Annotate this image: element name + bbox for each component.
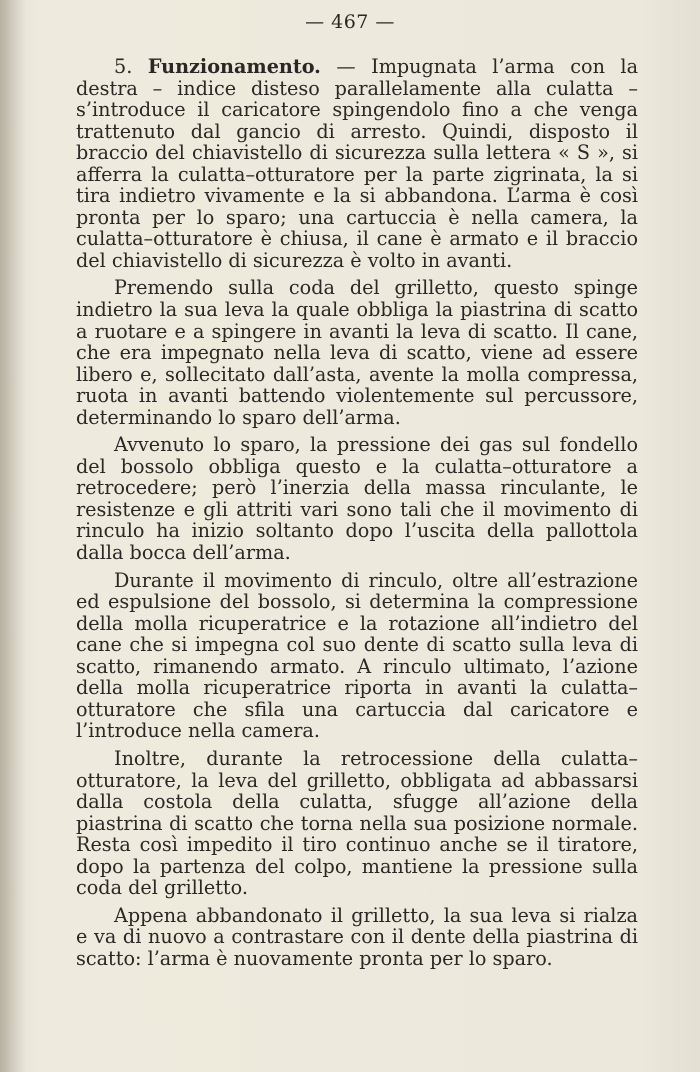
paragraph-3: Avvenuto lo sparo, la pressione dei gas sul fondello del bossolo obbliga questo e la culatta–otturatore a retrocedere; però l’inerzia della massa rinculante, le resistenze e gli attriti vari sono tali che il movimento di rinculo ha inizio soltanto dopo l’uscita della pallottola dalla bocca dell’arma. [76,433,638,565]
section-title: Funzionamento. [147,55,321,78]
section-number: 5. [114,55,133,78]
section-dash: — [336,55,356,78]
section-paragraph [76,56,638,271]
paragraph-2: Premendo sulla coda del grilletto, questo spinge indietro la sua leva la quale obbliga la piastrina di scatto a ruotare e a spingere in avanti la leva di scatto. Il cane, che era impegnato nella leva di scatto, viene ad essere libero e, sollecitato dall’asta, avente la molla compressa, ruota in avanti battendo violentemente sul percussore, determinando lo sparo dell’arma. [76,276,638,429]
paragraph-5: Inoltre, durante la retrocessione della culatta–otturatore, la leva del grilletto, obbligata ad abbassarsi dalla costola della culatta, sfugge all’azione della piastrina di scatto che torna nella sua posizione normale. Resta così impedito il tiro continuo anche se il tiratore, dopo la partenza del colpo, mantiene la pressione sulla coda del grilletto. [76,746,638,900]
page-gutter-shadow [0,0,26,1072]
page-number: — 467 — [305,11,395,33]
section-intro-text: Impugnata l’arma con la destra – indice disteso parallelamente alla culatta – s’introduce il caricatore spingendolo fino a che venga trattenuto dal gancio di arresto. Quindi, disposto il braccio del chiavistello di sicurezza sulla lettera « S », si afferra la culatta–otturatore per la parte zigrinata, la si tira indietro vivamente e la si abbandona. L’arma è così pronta per lo sparo; una cartuccia è nella camera, la culatta–otturatore è chiusa, il cane è armato e il braccio del chiavistello di sicurezza è volto in avanti. [76,55,639,272]
page-body [76,56,638,969]
paragraph-6: Appena abbandonato il grilletto, la sua leva si rialza e va di nuovo a contrastare con il dente della piastrina di scatto: l’arma è nuovamente pronta per lo sparo. [76,903,638,970]
paragraph-4: Durante il movimento di rinculo, oltre all’estrazione ed espulsione del bossolo, si determina la compressione della molla ricuperatrice e la rotazione all’indietro del cane che si impegna col suo dente di scatto sulla leva di scatto, rimanendo armato. A rinculo ultimato, l’azione della molla ricuperatrice riporta in avanti la culatta–otturatore che sfila una cartuccia dal caricatore e l’introduce nella camera. [76,568,638,743]
